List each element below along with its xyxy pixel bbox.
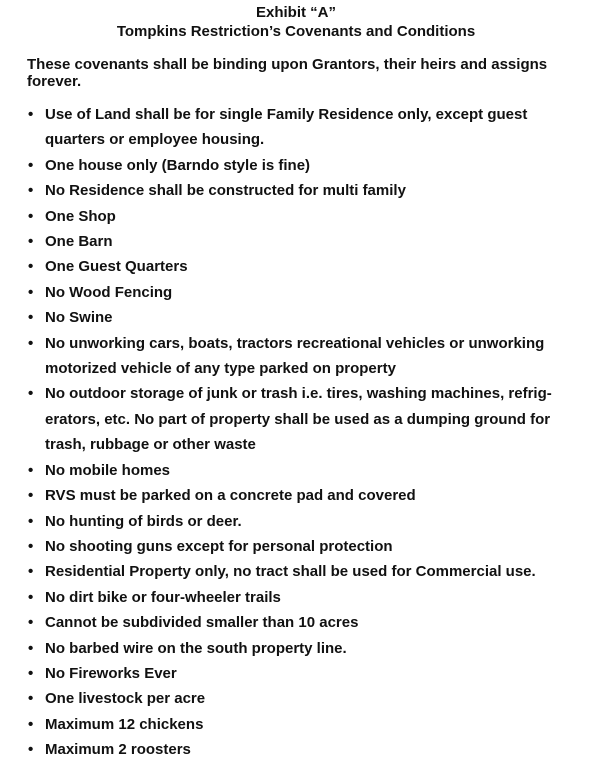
bullet-icon: • — [28, 639, 34, 657]
bullet-icon: • — [28, 207, 34, 225]
covenant-item — [27, 458, 575, 483]
document-heading: Tompkins Restriction’s Covenants and Conditions — [116, 23, 476, 40]
bullet-icon: • — [28, 283, 34, 301]
covenant-text: One Shop — [45, 207, 116, 225]
bullet-icon: • — [28, 461, 34, 479]
covenant-item — [27, 737, 575, 762]
covenant-text: No Swine — [45, 309, 113, 327]
covenant-text: Maximum 12 chickens — [45, 715, 204, 733]
covenant-text: No dirt bike or four-wheeler trails — [45, 588, 281, 606]
covenant-text: No Fireworks Ever — [45, 664, 177, 682]
exhibit-title — [22, 3, 570, 41]
covenant-item — [27, 509, 575, 534]
bullet-icon: • — [28, 487, 34, 505]
bullet-icon: • — [28, 182, 34, 200]
bullet-icon: • — [28, 588, 34, 606]
bullet-icon: • — [28, 334, 34, 352]
covenant-text: No mobile homes — [45, 461, 171, 479]
bullet-icon: • — [28, 309, 34, 327]
bullet-icon: • — [28, 156, 34, 174]
bullet-icon: • — [28, 258, 34, 276]
covenant-item — [27, 280, 575, 305]
covenant-item — [27, 178, 575, 203]
covenant-item — [27, 585, 575, 610]
covenant-list — [27, 102, 575, 763]
covenant-text: No Residence shall be constructed for multi family — [45, 182, 406, 200]
bullet-icon: • — [28, 537, 34, 555]
covenant-text: Cannot be subdivided smaller than 10 acres — [45, 614, 359, 632]
covenant-item — [27, 331, 575, 382]
bullet-icon: • — [28, 563, 34, 581]
covenant-text: Maximum 2 roosters — [45, 741, 191, 759]
bullet-icon: • — [28, 233, 34, 251]
covenant-item — [27, 534, 575, 559]
bullet-icon: • — [28, 741, 34, 759]
covenant-item — [27, 661, 575, 686]
covenant-item — [27, 102, 575, 153]
bullet-icon: • — [28, 106, 34, 123]
covenant-text: No outdoor storage of junk or trash i.e. tires, washing machines, refrig-erators, etc. No part of property shall be used as a dumping ground for trash, rubbage or other waste — [45, 385, 552, 454]
covenant-text: No barbed wire on the south property line. — [45, 639, 347, 657]
covenant-text: Use of Land shall be for single Family Residence only, except guest quarters or employee housing. — [45, 106, 528, 149]
covenant-item — [27, 636, 575, 661]
covenant-text: Residential Property only, no tract shall be used for Commercial use. — [45, 563, 536, 581]
covenant-item — [27, 686, 575, 711]
covenant-text: One Barn — [45, 233, 113, 251]
covenant-text: No unworking cars, boats, tractors recreational vehicles or unworking motorized vehicle of any type parked on property — [45, 334, 545, 378]
bullet-icon: • — [28, 715, 34, 733]
covenant-item — [27, 381, 575, 457]
bullet-icon: • — [28, 690, 34, 708]
covenant-text: One Guest Quarters — [45, 258, 188, 276]
covenant-item — [27, 153, 575, 178]
intro-paragraph: These covenants shall be binding upon Grantors, their heirs and assigns forever. — [27, 56, 548, 90]
covenant-item — [27, 712, 575, 737]
covenant-text: No Wood Fencing — [45, 283, 173, 301]
covenant-item — [27, 229, 575, 254]
covenant-text: One livestock per acre — [45, 690, 206, 708]
covenant-item — [27, 559, 575, 584]
covenant-text: RVS must be parked on a concrete pad and covered — [45, 487, 416, 505]
covenant-item — [27, 305, 575, 330]
bullet-icon: • — [28, 614, 34, 632]
covenant-item — [27, 254, 575, 279]
covenant-item — [27, 204, 575, 229]
covenant-text: No hunting of birds or deer. — [45, 512, 242, 530]
covenant-text: No shooting guns except for personal protection — [45, 537, 393, 555]
covenant-text: One house only (Barndo style is fine) — [45, 156, 311, 174]
covenant-item — [27, 610, 575, 635]
bullet-icon: • — [28, 385, 34, 403]
bullet-icon: • — [28, 664, 34, 682]
covenant-item — [27, 483, 575, 508]
exhibit-label: Exhibit “A” — [255, 4, 336, 21]
bullet-icon: • — [28, 512, 34, 530]
